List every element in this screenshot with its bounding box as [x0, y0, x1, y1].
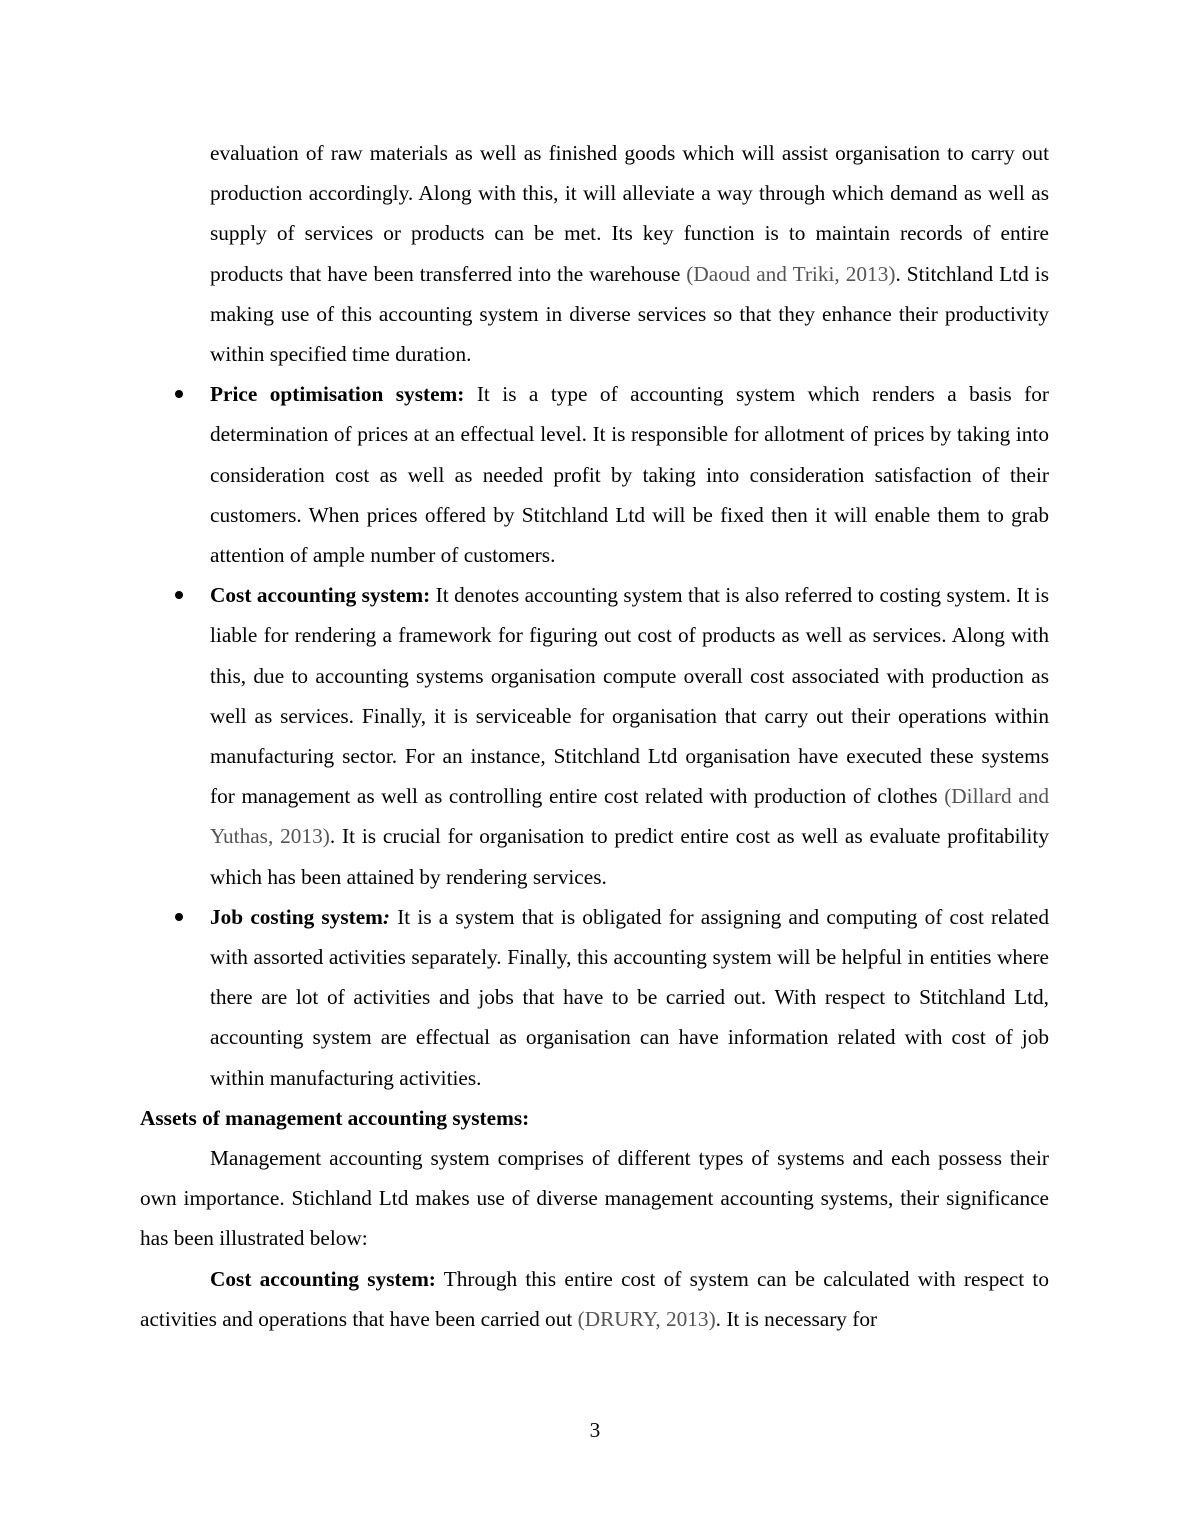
- section-intro-paragraph: Management accounting system comprises of different types of systems and each possess their own importance. Stichland Ltd makes use of diverse management accounting systems, their significance has been illustrated below:: [140, 1146, 1049, 1251]
- page-body: [140, 133, 1049, 1339]
- cost-accounting-paragraph-text-a: Through this entire cost of system can be calculated with respect to activities and operations that have been carried out: [140, 1266, 1049, 1331]
- cost-accounting-text-b: . It is crucial for organisation to predict entire cost as well as evaluate profitability which has been attained by rendering services.: [210, 824, 1049, 889]
- cost-accounting-paragraph: [140, 1259, 1049, 1339]
- bullet-icon: [175, 591, 183, 599]
- intro-text-a: evaluation of raw materials as well as finished goods which will assist organisation to carry out production accordingly. Along with this, it will alleviate a way through which demand as well as supply of services or products can be met. Its key function is to maintain records of entire products that have been transferred into the warehouse: [210, 141, 1049, 286]
- job-costing-colon: :: [382, 904, 391, 929]
- price-optimisation-text: It is a type of accounting system which renders a basis for determination of prices at an effectual level. It is responsible for allotment of prices by taking into consideration cost as well as needed profit by taking into consideration satisfaction of their customers. When prices offered by Stitchland Ltd will be fixed then it will enable them to grab attention of ample number of customers.: [210, 382, 1049, 568]
- accounting-systems-list: [140, 374, 1049, 1098]
- list-item-job-costing: [140, 897, 1049, 1098]
- job-costing-text: It is a system that is obligated for assigning and computing of cost related with assorted activities separately. Finally, this accounting system will be helpful in entities where there are lot of activities and jobs that have to be carried out. With respect to Stitchland Ltd, accounting system are effectual as organisation can have information related with cost of job within manufacturing activities.: [210, 904, 1049, 1090]
- intro-text-b: . Stitchland Ltd is making use of this accounting system in diverse services so that they enhance their productivity within specified time duration.: [210, 261, 1049, 367]
- citation-daoud-triki: (Daoud and Triki, 2013): [686, 261, 896, 286]
- bullet-icon: [175, 913, 183, 921]
- cost-accounting-paragraph-title: Cost accounting system:: [210, 1266, 436, 1291]
- bullet-icon: [175, 390, 183, 398]
- citation-dillard-yuthas: (Dillard and Yuthas, 2013): [210, 784, 1049, 849]
- list-item-price-optimisation: [140, 374, 1049, 575]
- cost-accounting-title: Cost accounting system:: [210, 583, 431, 608]
- job-costing-title: Job costing system: [210, 904, 383, 929]
- price-optimisation-title: Price optimisation system:: [210, 382, 465, 407]
- page-number: 3: [589, 1418, 601, 1442]
- cost-accounting-text-a: It denotes accounting system that is also referred to costing system. It is liable for rendering a framework for figuring out cost of products as well as services. Along with this, due to accounting systems organisation compute overall cost associated with production as well as services. Finally, it is serviceable for organisation that carry out their operations within manufacturing sector. For an instance, Stitchland Ltd organisation have executed these systems for management as well as controlling entire cost related with production of clothes: [210, 583, 1049, 809]
- list-item-cost-accounting: [140, 575, 1049, 897]
- section-heading-text: Assets of management accounting systems:: [140, 1105, 530, 1130]
- citation-drury: (DRURY, 2013): [577, 1306, 716, 1331]
- section-heading: [140, 1098, 1049, 1138]
- cost-accounting-paragraph-text-b: . It is necessary for: [715, 1306, 878, 1331]
- intro-paragraph: [140, 133, 1049, 374]
